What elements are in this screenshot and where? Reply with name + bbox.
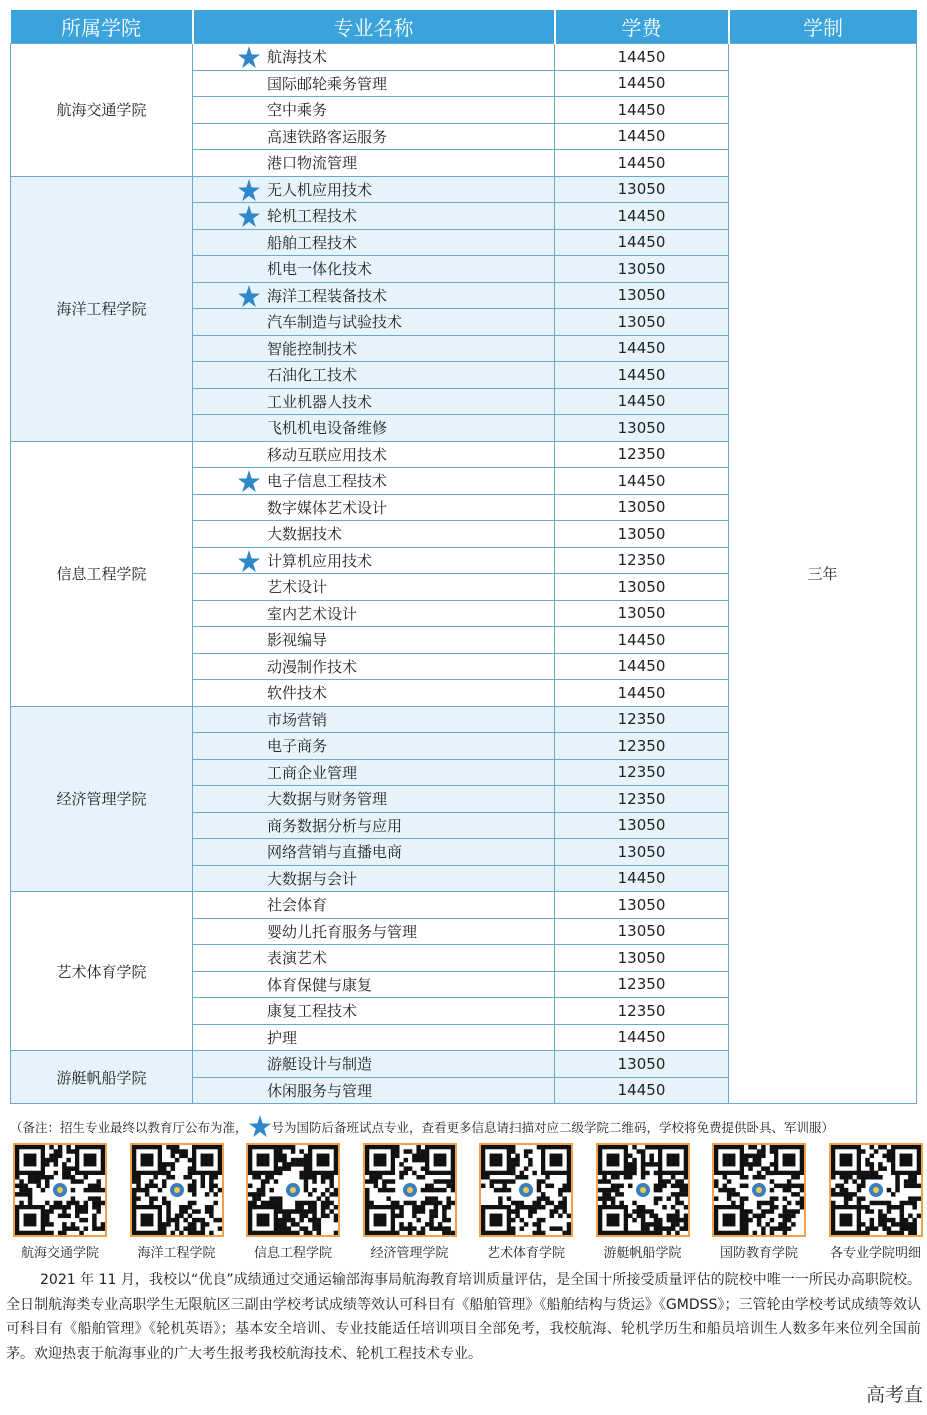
college-name: 艺术体育学院 [11,892,193,1051]
table-body [11,44,917,1104]
major-name [193,1051,555,1078]
college-name: 海洋工程学院 [11,176,193,441]
major-label: 轮机工程技术 [267,207,358,226]
major-name [193,176,555,203]
major-label: 护理 [267,1028,298,1047]
fee-value: 13050 [555,574,729,601]
major-label: 大数据与财务管理 [267,790,388,809]
major-name [193,70,555,97]
star-icon [248,1114,272,1138]
major-label: 体育保健与康复 [267,975,373,994]
major-name [193,1024,555,1051]
fee-value: 14450 [555,44,729,71]
major-name [193,971,555,998]
major-label: 工商企业管理 [267,763,358,782]
major-name [193,574,555,601]
major-label: 影视编导 [267,631,328,650]
major-name [193,415,555,442]
fee-value: 14450 [555,680,729,707]
fee-value: 13050 [555,1051,729,1078]
major-name [193,123,555,150]
fee-value: 14450 [555,1077,729,1104]
major-label: 电子信息工程技术 [267,472,388,491]
footnote [10,1114,916,1138]
major-name [193,547,555,574]
fee-value: 13050 [555,176,729,203]
major-label: 移动互联应用技术 [267,445,388,464]
fee-value: 12350 [555,786,729,813]
major-name [193,335,555,362]
fee-value: 13050 [555,282,729,309]
qr-code-icon[interactable] [596,1143,690,1237]
qr-code-label: 艺术体育学院 [486,1246,565,1261]
qr-code-item[interactable] [703,1143,815,1261]
major-name [193,203,555,230]
fee-value: 14450 [555,388,729,415]
major-name [193,945,555,972]
fee-value: 14450 [555,203,729,230]
major-name [193,786,555,813]
major-name [193,918,555,945]
duration-value: 三年 [729,44,917,1104]
qr-code-label: 游艇帆船学院 [603,1246,682,1261]
major-name [193,521,555,548]
fee-value: 14450 [555,627,729,654]
table-header-row [11,10,917,44]
major-label: 石油化工技术 [267,366,358,385]
major-name [193,865,555,892]
fee-value: 13050 [555,521,729,548]
major-label: 船舶工程技术 [267,233,358,252]
fee-value: 14450 [555,229,729,256]
major-name [193,998,555,1025]
major-label: 商务数据分析与应用 [267,816,403,835]
major-name [193,282,555,309]
major-label: 无人机应用技术 [267,180,373,199]
qr-code-row [4,1143,924,1265]
qr-code-label: 航海交通学院 [20,1246,99,1261]
major-label: 电子商务 [267,737,328,756]
star-icon [237,469,261,493]
major-name [193,1077,555,1104]
fee-value: 13050 [555,494,729,521]
major-label: 海洋工程装备技术 [267,286,388,305]
fee-value: 14450 [555,865,729,892]
major-name [193,653,555,680]
major-label: 室内艺术设计 [267,604,358,623]
footnote-after: 号为国防后备班试点专业，查看更多信息请扫描对应二级学院二维码，学校将免费提供卧具、军训服） [271,1120,835,1135]
header-major: 专业名称 [193,10,555,44]
qr-code-label: 海洋工程学院 [137,1246,216,1261]
qr-code-item[interactable] [4,1143,116,1261]
major-label: 机电一体化技术 [267,260,373,279]
major-label: 动漫制作技术 [267,657,358,676]
major-label: 空中乘务 [267,101,328,120]
major-name [193,759,555,786]
major-label: 网络营销与直播电商 [267,843,403,862]
major-label: 婴幼儿托育服务与管理 [267,922,418,941]
header-duration: 学制 [729,10,917,44]
qr-code-item[interactable] [587,1143,699,1261]
fee-value: 14450 [555,468,729,495]
major-label: 汽车制造与试验技术 [267,313,403,332]
fee-value: 13050 [555,945,729,972]
tuition-table [10,10,917,1104]
header-college: 所属学院 [11,10,193,44]
fee-value: 14450 [555,97,729,124]
qr-code-icon[interactable] [712,1143,806,1237]
college-name: 信息工程学院 [11,441,193,706]
fee-value: 14450 [555,653,729,680]
major-label: 社会体育 [267,896,328,915]
qr-code-icon[interactable] [479,1143,573,1237]
college-name: 游艇帆船学院 [11,1051,193,1104]
star-icon [237,178,261,202]
major-name [193,441,555,468]
qr-code-icon[interactable] [363,1143,457,1237]
major-label: 游艇设计与制造 [267,1055,373,1074]
major-name [193,680,555,707]
major-name [193,812,555,839]
qr-code-label: 各专业学院明细 [829,1246,921,1261]
major-label: 计算机应用技术 [267,551,373,570]
major-label: 艺术设计 [267,578,328,597]
qr-code-label: 国防教育学院 [719,1246,798,1261]
major-name [193,600,555,627]
star-icon [237,549,261,573]
header-fee: 学费 [555,10,729,44]
qr-code-item[interactable] [820,1143,927,1261]
fee-value: 14450 [555,70,729,97]
major-label: 软件技术 [267,684,328,703]
major-label: 数字媒体艺术设计 [267,498,388,517]
qr-code-item[interactable] [354,1143,466,1261]
major-name [193,150,555,177]
fee-value: 13050 [555,256,729,283]
fee-value: 13050 [555,812,729,839]
table-row [11,44,917,71]
major-name [193,627,555,654]
star-icon [237,45,261,69]
major-label: 飞机机电设备维修 [267,419,388,438]
major-label: 港口物流管理 [267,154,358,173]
watermark: 高考直 [865,1384,923,1406]
major-label: 智能控制技术 [267,339,358,358]
college-name: 经济管理学院 [11,706,193,892]
qr-code-item[interactable] [237,1143,349,1261]
fee-value: 13050 [555,415,729,442]
major-label: 休闲服务与管理 [267,1081,373,1100]
fee-value: 14450 [555,1024,729,1051]
qr-code-icon[interactable] [829,1143,923,1237]
major-label: 航海技术 [267,48,328,67]
qr-code-icon[interactable] [246,1143,340,1237]
major-label: 高速铁路客运服务 [267,127,388,146]
major-label: 市场营销 [267,710,328,729]
fee-value: 13050 [555,892,729,919]
fee-value: 13050 [555,309,729,336]
footnote-before: （备注：招生专业最终以教育厅公布为准， [10,1120,248,1135]
fee-value: 12350 [555,733,729,760]
major-label: 康复工程技术 [267,1002,358,1021]
fee-value: 14450 [555,150,729,177]
major-name [193,229,555,256]
major-name [193,706,555,733]
fee-value: 13050 [555,918,729,945]
fee-value: 12350 [555,441,729,468]
qr-code-icon[interactable] [13,1143,107,1237]
fee-value: 14450 [555,123,729,150]
major-label: 国际邮轮乘务管理 [267,74,388,93]
major-label: 工业机器人技术 [267,392,373,411]
major-name [193,839,555,866]
college-name: 航海交通学院 [11,44,193,177]
major-label: 大数据与会计 [267,869,358,888]
major-label: 表演艺术 [267,949,328,968]
major-name [193,44,555,71]
fee-value: 12350 [555,998,729,1025]
fee-value: 12350 [555,547,729,574]
major-name [193,733,555,760]
fee-value: 13050 [555,839,729,866]
qr-code-item[interactable] [121,1143,233,1261]
fee-value: 14450 [555,362,729,389]
major-name [193,468,555,495]
major-name [193,892,555,919]
qr-code-label: 信息工程学院 [253,1246,332,1261]
fee-value: 12350 [555,706,729,733]
qr-code-label: 经济管理学院 [370,1246,449,1261]
major-name [193,256,555,283]
star-icon [237,204,261,228]
intro-paragraph: 2021 年 11 月，我校以“优良”成绩通过交通运输部海事局航海教育培训质量评估，是全国十所接受质量评估的院校中唯一一所民办高职院校。全日制航海类专业高职学生无限航区三副由学校考试成绩等效认可科目有《船舶管理》《船舶结构与货运》《GMDSS》；三管轮由学校考试成绩等效认可科目有《船舶管理》《轮机英语》；基本安全培训、专业技能适任培训项目全部免考，我校航海、轮机学历生和船员培训生人数多年来位列全国前茅。欢迎热衷于航海事业的广大考生报考我校航海技术、轮机工程技术专业。 [6,1272,921,1362]
fee-value: 14450 [555,335,729,362]
fee-value: 13050 [555,600,729,627]
qr-code-icon[interactable] [130,1143,224,1237]
qr-code-item[interactable] [470,1143,582,1261]
major-label: 大数据技术 [267,525,343,544]
major-name [193,97,555,124]
major-name [193,388,555,415]
fee-value: 12350 [555,759,729,786]
major-name [193,309,555,336]
star-icon [237,284,261,308]
major-name [193,362,555,389]
fee-value: 12350 [555,971,729,998]
major-name [193,494,555,521]
